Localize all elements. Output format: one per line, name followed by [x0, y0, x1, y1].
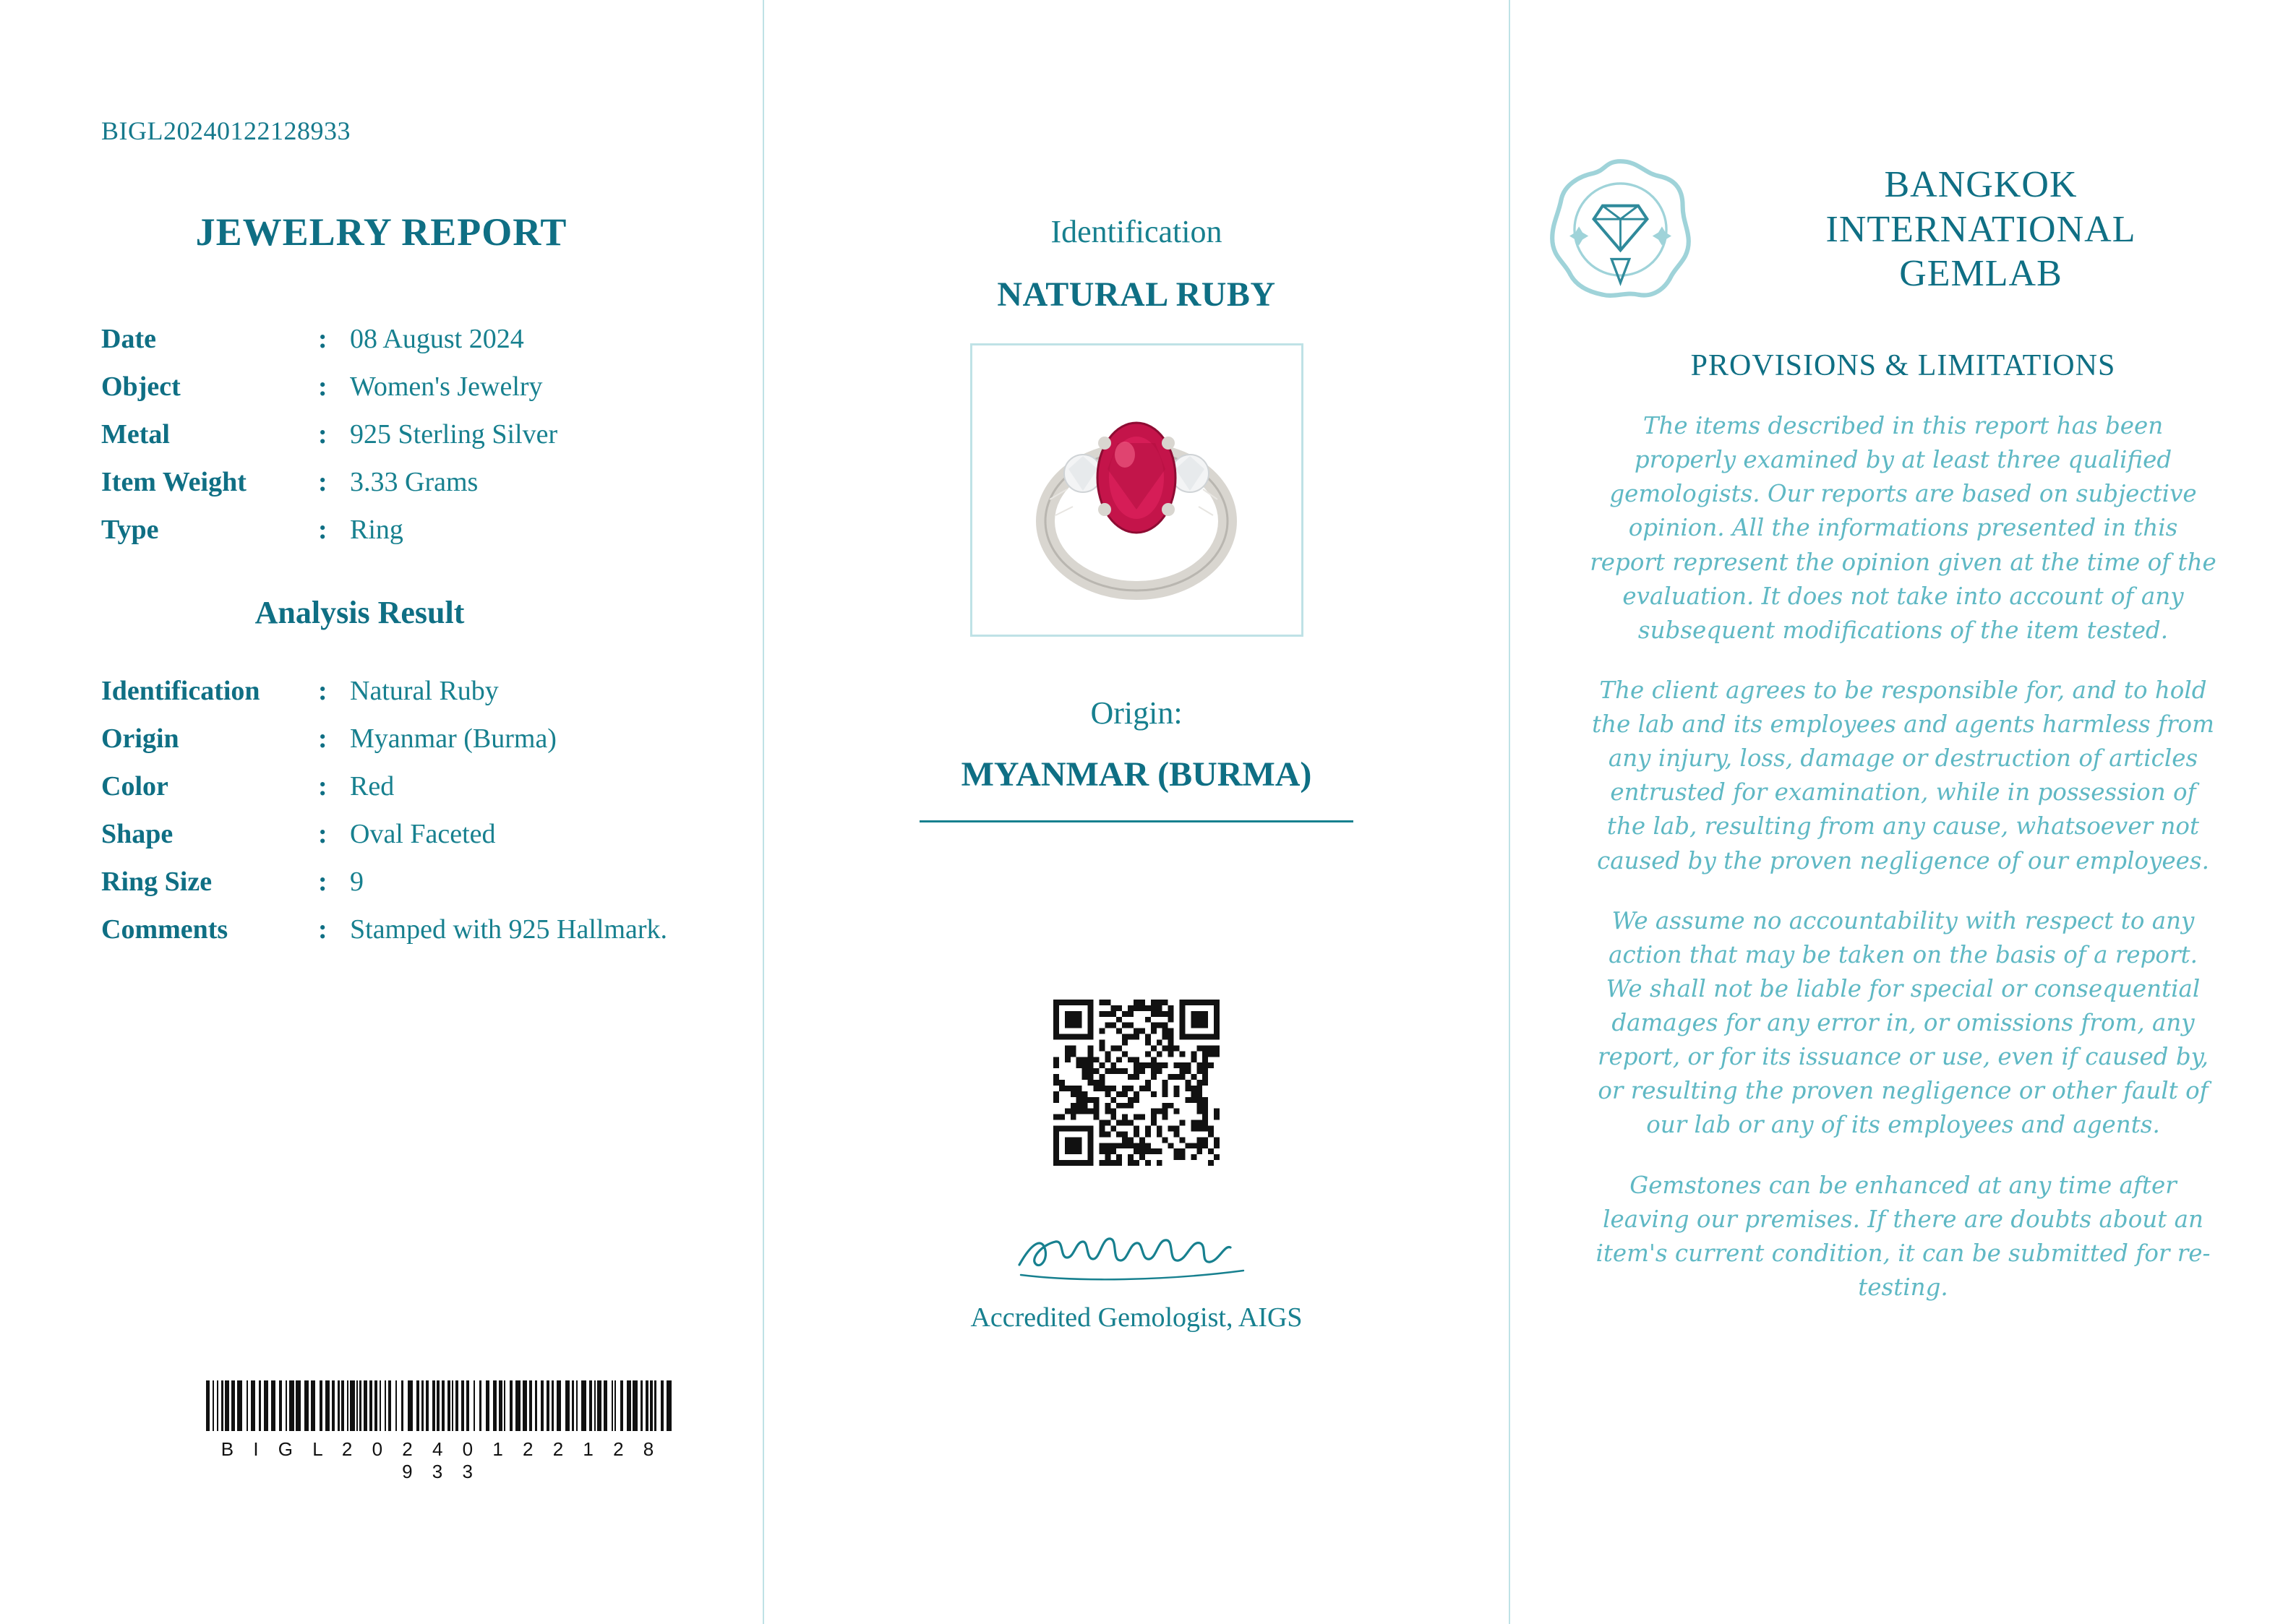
- provisions-paragraph: The client agrees to be responsible for, and to hold the lab and its employees and agents harmless from any injury, loss, damage or destruction of articles entrusted for examination, while in possession of the lab, resulting from any cause, whatsoever not caused by the proven negligence of our employees.: [1592, 676, 2214, 875]
- qr-code-image: [1053, 1000, 1220, 1166]
- analysis-value: Red: [350, 771, 395, 802]
- analysis-colon: :: [318, 914, 327, 945]
- analysis-table: [101, 667, 667, 953]
- brand-line-2: INTERNATIONAL: [1825, 208, 2136, 250]
- detail-key: Date: [101, 324, 156, 354]
- detail-value: 3.33 Grams: [350, 467, 479, 497]
- detail-key: Metal: [101, 419, 170, 450]
- origin-label: Origin:: [1090, 695, 1183, 731]
- analysis-key: Shape: [101, 819, 174, 849]
- divider-rule: [920, 820, 1353, 822]
- signature: [1014, 1213, 1259, 1289]
- table-row: [101, 506, 557, 554]
- brand-name: [1695, 163, 2296, 296]
- detail-colon: :: [318, 371, 327, 402]
- ruby-ring-photo: [977, 350, 1295, 630]
- provisions-paragraph: Gemstones can be enhanced at any time after leaving our premises. If there are doubts about an item's current condition, it can be submitted for re-testing.: [1595, 1171, 2211, 1301]
- brand-line-1: BANGKOK: [1884, 164, 2078, 206]
- provisions-paragraph: We assume no accountability with respect to any action that may be taken on the basis of a report. We shall not be liable for special or consequential damages for any error in, or omissions from, any report, or for its issuance or use, even if caused by, or resulting the proven negligence or other fault of our lab or any of its employees and agents.: [1597, 906, 2209, 1139]
- origin-value: MYANMAR (BURMA): [961, 755, 1312, 794]
- right-column: [1510, 0, 2296, 1624]
- gem-seal-icon: [1546, 155, 1695, 304]
- table-row: [101, 715, 667, 762]
- table-row: [101, 363, 557, 411]
- analysis-result-title: Analysis Result: [254, 595, 465, 630]
- left-column: [0, 0, 763, 1624]
- gem-photo-frame: [970, 343, 1303, 637]
- identification-value: NATURAL RUBY: [997, 275, 1276, 314]
- detail-colon: :: [318, 515, 327, 545]
- detail-value: 08 August 2024: [350, 324, 524, 354]
- detail-key: Object: [101, 371, 181, 402]
- analysis-value: 9: [350, 867, 364, 897]
- brand-header: [1510, 155, 2296, 304]
- detail-value: Women's Jewelry: [350, 371, 543, 402]
- table-row: [101, 411, 557, 458]
- table-row: [101, 858, 667, 906]
- analysis-value: Myanmar (Burma): [350, 723, 557, 754]
- provisions-body: [1590, 409, 2216, 1305]
- analysis-colon: :: [318, 676, 327, 706]
- analysis-colon: :: [318, 723, 327, 754]
- analysis-key: Color: [101, 771, 168, 802]
- analysis-key: Comments: [101, 914, 228, 945]
- analysis-key: Ring Size: [101, 867, 213, 897]
- table-row: [101, 458, 557, 506]
- provisions-paragraph: The items described in this report has been properly examined by at least three qualified gemologists. Our reports are based on subjective opinion. All the informations presented in this report represent the opinion given at the time of the evaluation. It does not take into account of any subsequent modifications of the item tested.: [1590, 412, 2216, 644]
- detail-value: Ring: [350, 515, 403, 545]
- barcode-bars: [206, 1380, 676, 1431]
- center-column: [763, 0, 1510, 1624]
- brand-line-3: GEMLAB: [1899, 253, 2062, 295]
- qr-code[interactable]: [1053, 1000, 1220, 1169]
- barcode-text: B I G L 2 0 2 4 0 1 2 2 1 2 8 9 3 3: [220, 1438, 661, 1482]
- analysis-value: Stamped with 925 Hallmark.: [350, 914, 668, 945]
- table-row: [101, 667, 667, 715]
- analysis-value: Natural Ruby: [350, 676, 499, 706]
- provisions-title: PROVISIONS & LIMITATIONS: [1690, 349, 2116, 382]
- detail-colon: :: [318, 324, 327, 354]
- analysis-key: Origin: [101, 723, 179, 754]
- detail-value: 925 Sterling Silver: [350, 419, 558, 450]
- detail-colon: :: [318, 467, 327, 497]
- barcode: [206, 1380, 676, 1483]
- table-row: [101, 810, 667, 858]
- table-row: [101, 762, 667, 810]
- table-row: [101, 315, 557, 363]
- report-number: BIGL20240122128933: [101, 116, 351, 145]
- page-title: JEWELRY REPORT: [195, 210, 567, 254]
- detail-key: Type: [101, 515, 159, 545]
- table-row: [101, 906, 667, 953]
- analysis-key: Identification: [101, 676, 260, 706]
- detail-key: Item Weight: [101, 467, 247, 497]
- analysis-value: Oval Faceted: [350, 819, 496, 849]
- analysis-colon: :: [318, 867, 327, 897]
- analysis-colon: :: [318, 819, 327, 849]
- detail-colon: :: [318, 419, 327, 450]
- analysis-colon: :: [318, 771, 327, 802]
- signature-caption: Accredited Gemologist, AIGS: [970, 1302, 1303, 1333]
- details-table: [101, 315, 557, 554]
- identification-label: Identification: [1050, 214, 1222, 249]
